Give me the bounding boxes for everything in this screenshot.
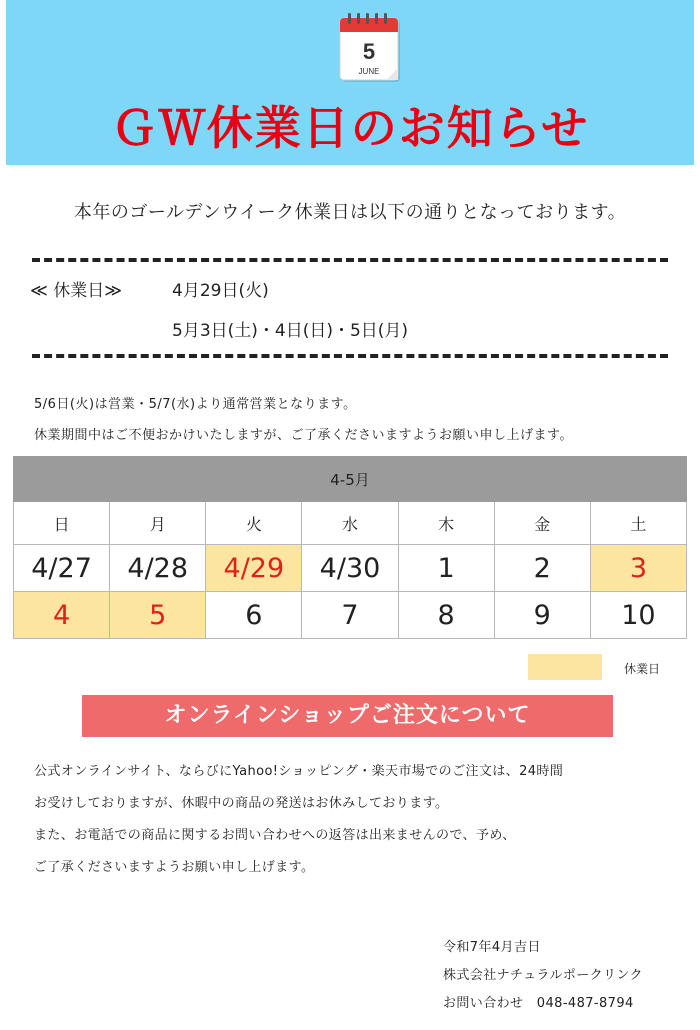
- calendar-month-label: 4-5月: [14, 457, 687, 502]
- holiday-line-2: 5月3日(土)・4日(日)・5日(月): [172, 321, 409, 341]
- calendar-icon: [338, 12, 404, 84]
- signature-contact: お問い合わせ 048-487-8794: [443, 996, 634, 1011]
- calendar-day-cell: 8: [398, 592, 494, 639]
- calendar-day-cell: 5: [110, 592, 206, 639]
- dashed-divider-top: [32, 258, 668, 262]
- shop-text-line-1: 公式オンラインサイト、ならびにYahoo!ショッピング・楽天市場でのご注文は、24時間: [34, 764, 564, 779]
- calendar-day-cell: 9: [494, 592, 590, 639]
- weekday-header: 火: [206, 502, 302, 545]
- weekday-header: 水: [302, 502, 398, 545]
- note-line-2: 休業期間中はご不便おかけいたしますが、ご了承くださいますようお願い申し上げます。: [34, 428, 573, 443]
- legend-swatch: [528, 654, 602, 680]
- signature-company: 株式会社ナチュラルポークリンク: [443, 968, 643, 983]
- weekday-header: 土: [590, 502, 686, 545]
- calendar-icon-day: 5: [362, 39, 376, 64]
- note-line-1: 5/6日(火)は営業・5/7(水)より通常営業となります。: [34, 397, 357, 412]
- shop-text-line-4: ご了承くださいますようお願い申し上げます。: [34, 860, 315, 875]
- calendar-day-cell: 3: [590, 545, 686, 592]
- intro-text: 本年のゴールデンウイーク休業日は以下の通りとなっております。: [73, 202, 627, 223]
- signature-date: 令和7年4月吉日: [443, 940, 541, 955]
- page-title: ＧＷ休業日のお知らせ: [110, 101, 590, 155]
- weekday-header: 日: [14, 502, 110, 545]
- calendar-day-cell: 4/28: [110, 545, 206, 592]
- holiday-label: ≪ 休業日≫: [30, 281, 122, 301]
- calendar-day-cell: 4: [14, 592, 110, 639]
- holiday-calendar: [13, 456, 687, 639]
- shop-text-line-2: お受けしておりますが、休暇中の商品の発送はお休みしております。: [34, 796, 449, 811]
- weekday-header: 月: [110, 502, 206, 545]
- calendar-day-cell: 1: [398, 545, 494, 592]
- calendar-day-cell: 10: [590, 592, 686, 639]
- calendar-week-row: [14, 592, 687, 639]
- shop-text-line-3: また、お電話での商品に関するお問い合わせへの返答は出来ませんので、予め、: [34, 828, 516, 843]
- calendar-day-cell: 4/27: [14, 545, 110, 592]
- calendar-day-cell: 6: [206, 592, 302, 639]
- weekday-header: 金: [494, 502, 590, 545]
- calendar-day-cell: 7: [302, 592, 398, 639]
- dashed-divider-bottom: [32, 354, 668, 358]
- legend-label: 休業日: [624, 662, 661, 676]
- calendar-icon-month: JUNE: [358, 67, 380, 76]
- calendar-day-cell: 4/30: [302, 545, 398, 592]
- calendar-day-cell: 4/29: [206, 545, 302, 592]
- calendar-day-cell: 2: [494, 545, 590, 592]
- calendar-week-row: [14, 545, 687, 592]
- weekday-header: 木: [398, 502, 494, 545]
- holiday-line-1: 4月29日(火): [172, 281, 269, 301]
- online-shop-banner: オンラインショップご注文について: [82, 695, 613, 737]
